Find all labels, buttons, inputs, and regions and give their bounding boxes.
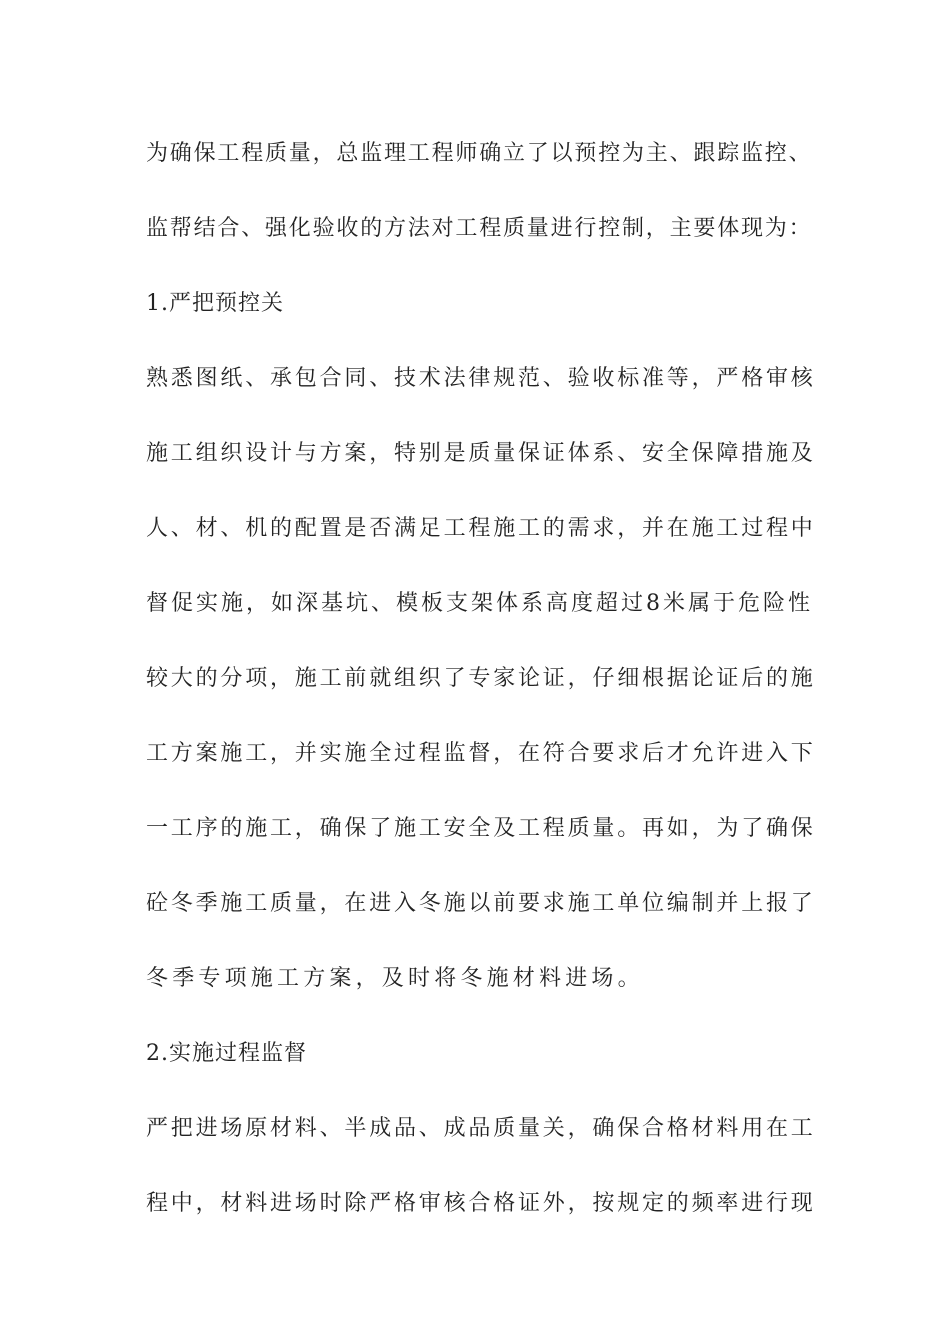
paragraph-line: 施工组织设计与方案，特别是质量保证体系、安全保障措施及 — [146, 441, 816, 466]
paragraph-line: 冬季专项施工方案，及时将冬施材料进场。 — [146, 966, 644, 991]
paragraph-line: 程中，材料进场时除严格审核合格证外，按规定的频率进行现 — [146, 1191, 816, 1216]
paragraph-line: 一工序的施工，确保了施工安全及工程质量。再如，为了确保 — [146, 816, 816, 841]
paragraph-line: 人、材、机的配置是否满足工程施工的需求，并在施工过程中 — [146, 516, 816, 541]
paragraph-line: 为确保工程质量，总监理工程师确立了以预控为主、跟踪监控、 — [146, 141, 813, 166]
section-heading: 2.实施过程监督 — [146, 1041, 307, 1066]
paragraph-line: 工方案施工，并实施全过程监督，在符合要求后才允许进入下 — [146, 741, 816, 766]
section-heading: 1.严把预控关 — [146, 291, 284, 316]
paragraph-line: 严把进场原材料、半成品、成品质量关，确保合格材料用在工 — [146, 1116, 816, 1141]
paragraph-line: 督促实施，如深基坑、模板支架体系高度超过8米属于危险性 — [146, 591, 813, 616]
paragraph-line: 较大的分项，施工前就组织了专家论证，仔细根据论证后的施 — [146, 666, 816, 691]
paragraph-line: 熟悉图纸、承包合同、技术法律规范、验收标准等，严格审核 — [146, 366, 816, 391]
paragraph-line: 监帮结合、强化验收的方法对工程质量进行控制，主要体现为： — [146, 216, 813, 241]
paragraph-line: 砼冬季施工质量，在进入冬施以前要求施工单位编制并上报了 — [146, 891, 816, 916]
